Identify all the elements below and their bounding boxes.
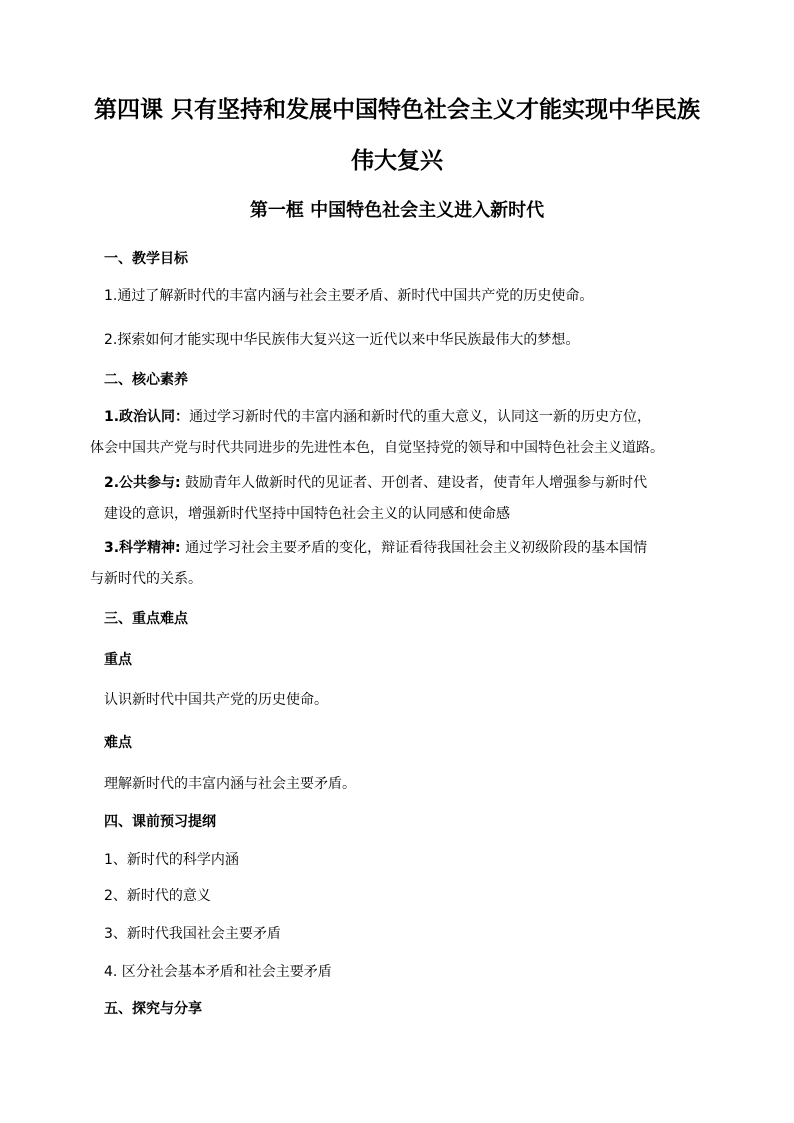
heading-core-literacy: 二、核心素养: [104, 372, 188, 388]
literacy-2-text-2: 建设的意识，增强新时代坚持中国特色社会主义的认同感和使命感: [104, 506, 510, 522]
goal-item-1: 1.通过了解新时代的丰富内涵与社会主要矛盾、新时代中国共产党的历史使命。: [104, 288, 594, 304]
literacy-1-text-2: 体会中国共产党与时代共同进步的先进性本色，自觉坚持党的领导和中国特色社会主义道路。: [90, 440, 664, 456]
difficult-point-label: 难点: [104, 735, 132, 751]
literacy-2-text-1: 鼓励青年人做新时代的见证者、开创者、建设者，使青年人增强参与新时代: [180, 475, 648, 491]
literacy-2-label: 2.公共参与:: [104, 475, 181, 491]
literacy-3-text-1: 通过学习社会主要矛盾的变化，辩证看待我国社会主义初级阶段的基本国情: [180, 540, 648, 556]
goal-item-2: 2.探索如何才能实现中华民族伟大复兴这一近代以来中华民族最伟大的梦想。: [104, 332, 580, 348]
literacy-3-text-2: 与新时代的关系。: [90, 571, 202, 587]
section-subtitle: 第一框 中国特色社会主义进入新时代: [249, 200, 545, 221]
outline-item-2: 2、新时代的意义: [104, 888, 211, 904]
literacy-2-line-1: [104, 473, 647, 493]
literacy-1-line-1: [104, 407, 651, 427]
key-point-text: 认识新时代中国共产党的历史使命。: [104, 692, 328, 708]
lesson-title-line-2: 伟大复兴: [351, 148, 443, 174]
key-point-label: 重点: [104, 652, 132, 668]
literacy-1-label: 1.政治认同：: [104, 409, 190, 425]
literacy-1-text-1: 通过学习新时代的丰富内涵和新时代的重大意义，认同这一新的历史方位，: [189, 409, 652, 425]
heading-preview-outline: 四、课前预习提纲: [104, 814, 216, 830]
heading-teaching-goals: 一、教学目标: [104, 251, 188, 267]
outline-item-4: 4. 区分社会基本矛盾和社会主要矛盾: [104, 964, 332, 980]
literacy-3-line-1: [104, 538, 647, 558]
lesson-title-line-1: 第四课 只有坚持和发展中国特色社会主义才能实现中华民族: [93, 97, 700, 123]
outline-item-3: 3、新时代我国社会主要矛盾: [104, 926, 281, 942]
heading-explore-share: 五、探究与分享: [104, 1001, 202, 1017]
outline-item-1: 1、新时代的科学内涵: [104, 852, 239, 868]
difficult-point-text: 理解新时代的丰富内涵与社会主要矛盾。: [104, 776, 356, 792]
heading-key-difficult: 三、重点难点: [104, 611, 188, 627]
literacy-3-label: 3.科学精神:: [104, 540, 181, 556]
